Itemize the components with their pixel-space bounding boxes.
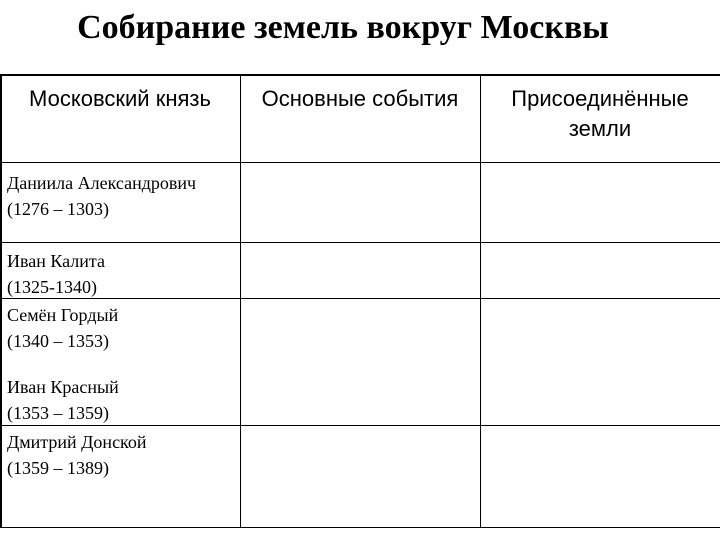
table-row — [7, 429, 239, 481]
prince-name: Иван Калита — [7, 251, 105, 271]
events-cell[interactable] — [241, 243, 480, 298]
prince-name: Иван Красный — [7, 377, 119, 397]
header-lands — [480, 74, 720, 162]
header-events: Основные события — [261, 86, 459, 111]
prince-years: (1276 – 1303) — [7, 199, 109, 219]
table-row — [7, 248, 239, 300]
table-row — [7, 374, 239, 426]
events-cell[interactable] — [241, 426, 480, 527]
prince-name: Даниила Александрович — [7, 173, 197, 193]
lands-cell[interactable] — [481, 243, 720, 298]
events-cell[interactable] — [241, 163, 480, 242]
page-title: Собирание земель вокруг Москвы — [77, 9, 609, 46]
header-lands-text: Присоединённые земли — [511, 86, 689, 141]
prince-name: Дмитрий Донской — [7, 432, 147, 452]
table-border-bottom — [0, 527, 720, 528]
table-row — [7, 170, 239, 222]
prince-years: (1353 – 1359) — [7, 403, 109, 423]
prince-name: Семён Гордый — [7, 305, 119, 325]
lands-cell[interactable] — [481, 163, 720, 242]
princes-table — [0, 74, 720, 528]
prince-years: (1325-1340) — [7, 277, 97, 297]
table-row — [7, 302, 239, 354]
events-cell[interactable] — [241, 299, 480, 425]
header-prince: Московский князь — [29, 86, 211, 111]
lands-cell[interactable] — [481, 426, 720, 527]
lands-cell[interactable] — [481, 299, 720, 425]
prince-years: (1340 – 1353) — [7, 331, 109, 351]
prince-years: (1359 – 1389) — [7, 458, 109, 478]
